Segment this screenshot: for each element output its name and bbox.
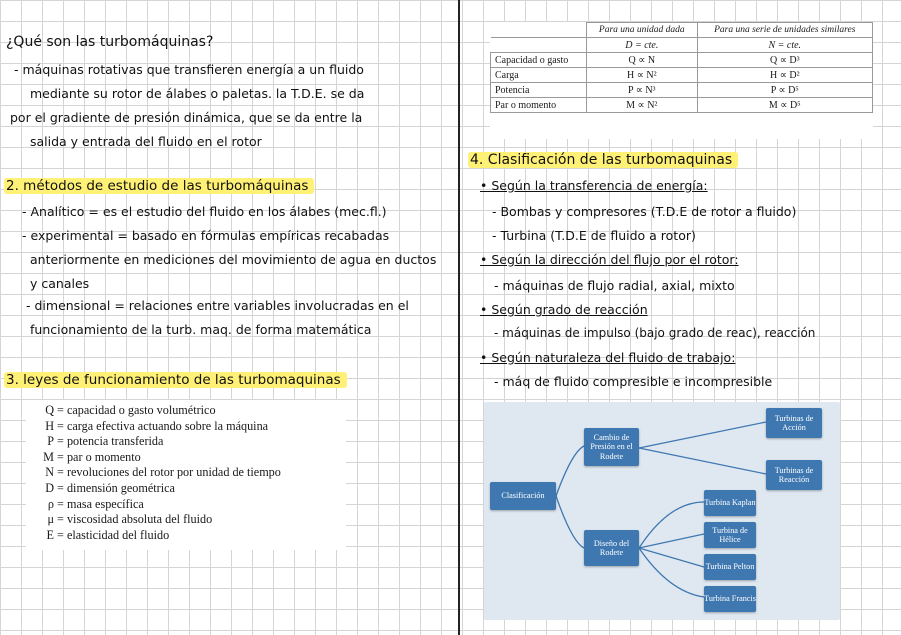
variable-symbol: μ — [47, 512, 54, 527]
variable-symbol: E — [46, 527, 54, 542]
variable-desc: = par o momento — [57, 449, 141, 464]
variable-desc: = masa específica — [57, 496, 144, 511]
variable-row — [32, 481, 340, 497]
bullet-fluid: • Según naturaleza del fluido de trabajo: — [480, 350, 736, 365]
table-cell: M ∝ D⁵ — [697, 98, 872, 113]
section-2-title — [4, 178, 314, 194]
variable-symbol: ρ — [47, 496, 54, 511]
table-cell: P ∝ N³ — [587, 83, 698, 98]
table-row — [491, 53, 873, 68]
bullet-energy: • Según la transferencia de energía: — [480, 178, 708, 193]
node-pressure-change: Cambio de Presión en el Rodete — [584, 428, 639, 466]
connector — [639, 548, 704, 567]
node-reaction-turbines: Turbinas de Reacción — [766, 460, 822, 490]
variable-row — [32, 403, 340, 419]
section-3-title-text: 3. leyes de funcionamiento de las turbomaquinas — [4, 372, 347, 388]
node-helice: Turbina de Hélice — [704, 522, 756, 548]
variable-row — [32, 419, 340, 435]
s2-line-3: anteriormente en mediciones del movimiento de agua en ductos — [30, 252, 437, 267]
node-pelton: Turbina Pelton — [704, 554, 756, 580]
s2-line-1: - Analítico = es el estudio del fluido en los álabes (mec.fl.) — [22, 204, 387, 219]
variable-symbol: Q — [45, 403, 54, 417]
node-francis: Turbina Francis — [704, 586, 756, 612]
table-cell: P ∝ D⁵ — [697, 83, 872, 98]
s2-line-5: - dimensional = relaciones entre variables involucradas en el — [26, 298, 409, 313]
section-3-title — [4, 372, 347, 388]
bullet-fluid-line: - máq de fluido compresible e incompresible — [494, 374, 773, 389]
section-2-title-text: 2. métodos de estudio de las turbomáquinas — [4, 178, 314, 194]
s1-line-2: mediante su rotor de álabes o paletas. la T.D.E. se da — [30, 86, 365, 101]
s1-line-4: salida y entrada del fluido en el rotor — [30, 134, 262, 149]
node-action-turbines: Turbinas de Acción — [766, 408, 822, 438]
s2-line-4: y canales — [30, 276, 90, 291]
variables-list — [26, 400, 346, 550]
section-1-title: ¿Qué son las turbomáquinas? — [6, 34, 214, 50]
table-sub-2: N = cte. — [697, 38, 872, 53]
connector — [639, 422, 766, 448]
section-4-title-text: 4. Clasificación de las turbomaquinas — [468, 152, 738, 168]
connector — [639, 448, 766, 474]
variable-symbol: H — [45, 418, 54, 433]
variable-symbol: D — [45, 480, 54, 495]
variable-row — [32, 450, 340, 466]
table-corner — [491, 23, 587, 38]
s1-line-3: por el gradiente de presión dinámica, que se da entre la — [10, 110, 363, 125]
table-head-unit: Para una unidad dada — [587, 23, 698, 38]
table-cell: H ∝ N² — [587, 68, 698, 83]
table-head-series: Para una serie de unidades similares — [697, 23, 872, 38]
s2-line-2: - experimental = basado en fórmulas empíricas recabadas — [22, 228, 390, 243]
variable-row — [32, 528, 340, 544]
page-divider — [458, 0, 460, 635]
variable-symbol: P — [47, 434, 54, 449]
table-row-label: Carga — [491, 68, 587, 83]
bullet-flow: • Según la dirección del flujo por el rotor: — [480, 252, 739, 267]
table-row — [491, 68, 873, 83]
table-sub-1: D = cte. — [587, 38, 698, 53]
s2-line-6: funcionamiento de la turb. maq. de forma matemática — [30, 322, 372, 337]
variable-desc: = dimensión geométrica — [57, 480, 175, 495]
connector — [556, 446, 584, 496]
connector — [556, 496, 584, 548]
variable-desc: = carga efectiva actuando sobre la máquina — [57, 418, 269, 433]
table-row-label: Potencia — [491, 83, 587, 98]
variable-desc: = viscosidad absoluta del fluido — [57, 512, 213, 527]
variable-row — [32, 497, 340, 513]
table-cell: Q ∝ N — [587, 53, 698, 68]
proportionality-table — [490, 22, 873, 139]
connector — [639, 534, 704, 548]
variable-desc: = capacidad o gasto volumétrico — [57, 403, 216, 417]
node-kaplan: Turbina Kaplan — [704, 490, 756, 516]
bullet-reaction: • Según grado de reacción — [480, 302, 648, 317]
variable-desc: = revoluciones del rotor por unidad de tiempo — [57, 465, 281, 480]
connector — [639, 548, 704, 597]
table-row-label: Par o momento — [491, 98, 587, 113]
table-cell: M ∝ N² — [587, 98, 698, 113]
table-cell: H ∝ D² — [697, 68, 872, 83]
variable-row — [32, 465, 340, 481]
variable-desc: = elasticidad del fluido — [57, 527, 170, 542]
variable-row — [32, 434, 340, 450]
table-cell: Q ∝ D³ — [697, 53, 872, 68]
bullet-flow-line: - máquinas de flujo radial, axial, mixto — [494, 278, 735, 293]
variable-row — [32, 512, 340, 528]
section-4-title — [468, 152, 738, 168]
node-root: Clasificación — [490, 482, 556, 510]
bullet-energy-line-1: - Bombas y compresores (T.D.E de rotor a fluido) — [492, 204, 797, 219]
table-sub-empty — [491, 38, 587, 53]
table-row — [491, 98, 873, 113]
table-row — [491, 83, 873, 98]
node-rotor-design: Diseño del Rodete — [584, 530, 639, 566]
bullet-reaction-line: - máquinas de impulso (bajo grado de reac), reacción — [494, 326, 816, 340]
s1-line-1: - máquinas rotativas que transfieren energía a un fluido — [14, 62, 364, 77]
classification-diagram — [484, 402, 840, 620]
variable-symbol: N — [45, 465, 54, 480]
variable-symbol: M — [43, 449, 54, 464]
variable-desc: = potencia transferida — [57, 434, 164, 449]
bullet-energy-line-2: - Turbina (T.D.E de fluido a rotor) — [492, 228, 696, 243]
table-row-label: Capacidad o gasto — [491, 53, 587, 68]
